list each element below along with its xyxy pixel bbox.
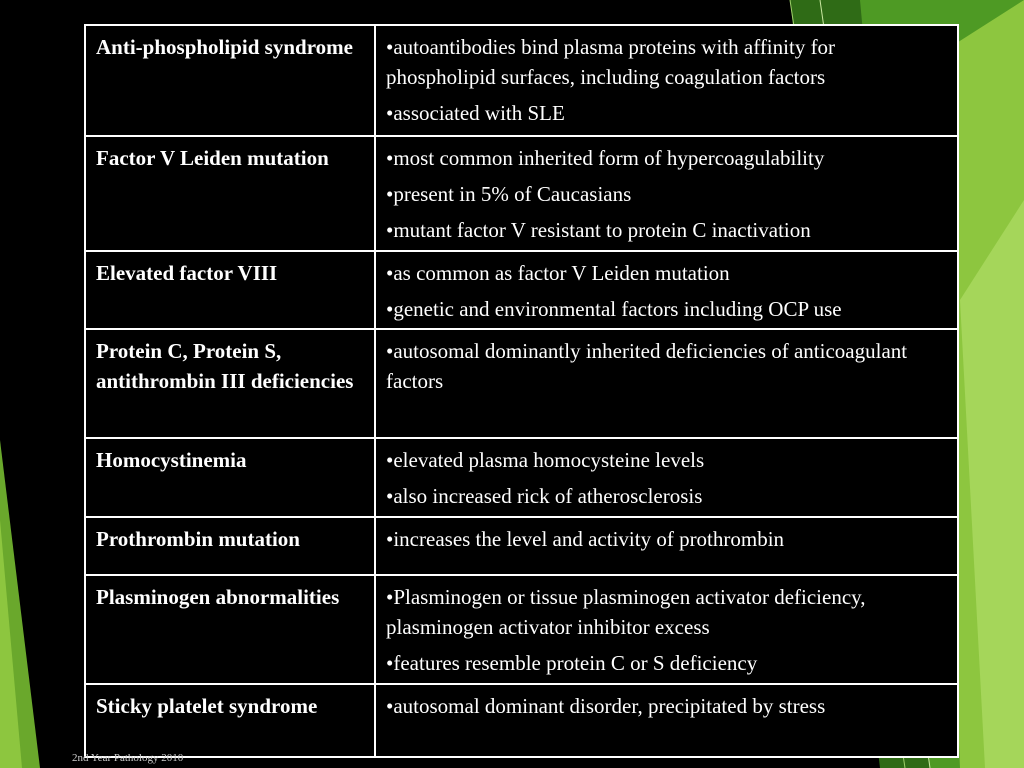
detail-point: •autosomal dominant disorder, precipitated by stress — [386, 694, 826, 719]
detail-point: •genetic and environmental factors including OCP use — [386, 296, 842, 321]
condition-details — [375, 136, 958, 251]
detail-point: •as common as factor V Leiden mutation — [386, 260, 730, 285]
condition-details — [375, 251, 958, 330]
table-row — [85, 684, 958, 757]
table-row — [85, 251, 958, 330]
condition-name: Sticky platelet syndrome — [85, 684, 375, 757]
condition-details — [375, 684, 958, 757]
conditions-table-container — [84, 24, 957, 758]
condition-name: Anti-phospholipid syndrome — [85, 25, 375, 136]
detail-point: •elevated plasma homocysteine levels — [386, 448, 705, 473]
condition-name: Elevated factor VIII — [85, 251, 375, 330]
condition-details — [375, 25, 958, 136]
table-row — [85, 438, 958, 517]
condition-name: Protein C, Protein S, antithrombin III deficiencies — [85, 329, 375, 438]
condition-name: Prothrombin mutation — [85, 517, 375, 575]
table-row — [85, 329, 958, 438]
detail-point: •features resemble protein C or S deficiency — [386, 651, 758, 676]
detail-point: •mutant factor V resistant to protein C inactivation — [386, 217, 811, 242]
condition-details — [375, 438, 958, 517]
slide-footer: 2nd Year Pathology 2010 — [72, 752, 184, 764]
detail-point: •most common inherited form of hypercoagulability — [386, 145, 825, 170]
condition-details — [375, 517, 958, 575]
condition-details — [375, 329, 958, 438]
condition-name: Factor V Leiden mutation — [85, 136, 375, 251]
detail-point: •Plasminogen or tissue plasminogen activator deficiency, plasminogen activator inhibitor excess — [386, 585, 866, 640]
table-row — [85, 25, 958, 136]
condition-name: Plasminogen abnormalities — [85, 575, 375, 684]
detail-point: •associated with SLE — [386, 101, 565, 125]
condition-details — [375, 575, 958, 684]
detail-point: •autoantibodies bind plasma proteins with affinity for phospholipid surfaces, including coagulation factors — [386, 35, 836, 89]
table-row — [85, 517, 958, 575]
detail-point: •also increased rick of atherosclerosis — [386, 484, 703, 509]
condition-name: Homocystinemia — [85, 438, 375, 517]
table-row — [85, 136, 958, 251]
conditions-table — [84, 24, 959, 758]
detail-point: •increases the level and activity of prothrombin — [386, 527, 785, 552]
detail-point: •present in 5% of Caucasians — [386, 181, 632, 206]
table-row — [85, 575, 958, 684]
detail-point: •autosomal dominantly inherited deficiencies of anticoagulant factors — [386, 339, 908, 394]
